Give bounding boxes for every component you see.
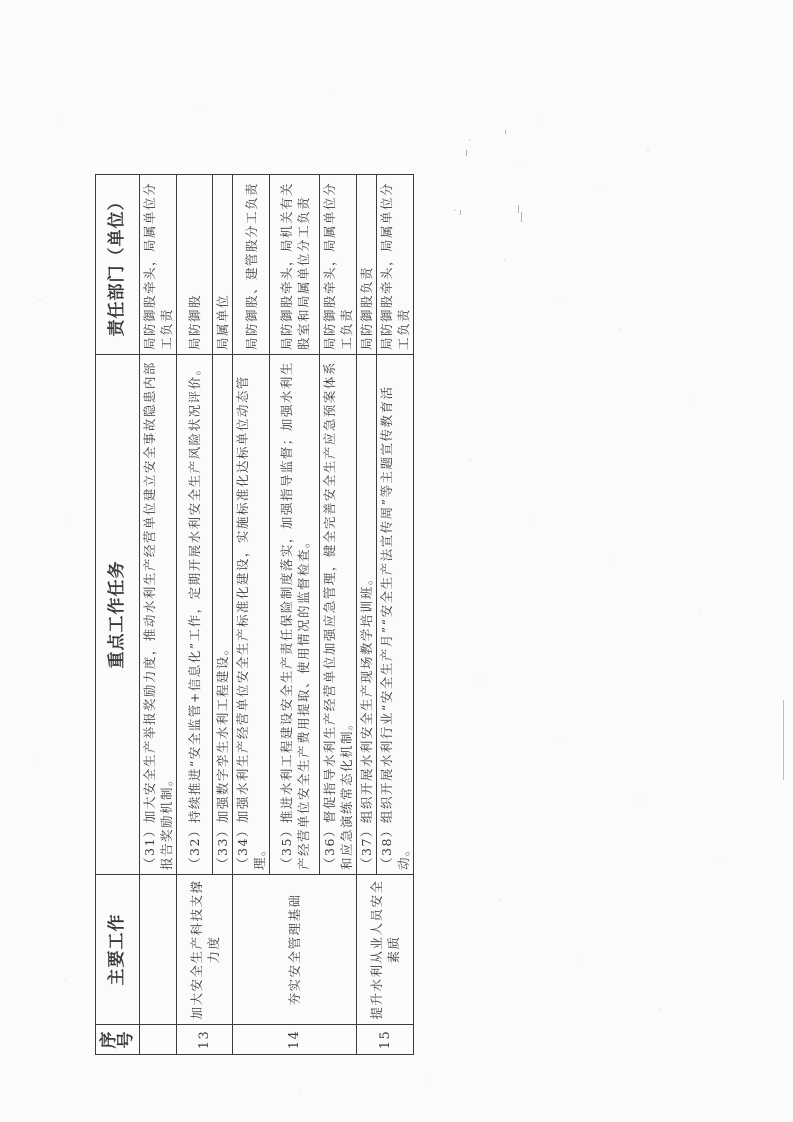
work-task-table [95, 174, 414, 1055]
row-no-cell [140, 1025, 177, 1055]
task-cell: （32）持续推进“安全监管+信息化”工作，定期开展水利安全生产风险状况评价。 [177, 355, 213, 875]
table-row [177, 175, 213, 1055]
row-no-cell: 15 [357, 1025, 414, 1055]
header-no: 序号 [96, 1025, 140, 1055]
task-cell: （36）督促指导水利生产经营单位加强应急管理，健全完善安全生产应急预案体系和应急演练常态化机制。 [320, 355, 357, 875]
dept-cell: 局防御股牵头，局机关有关股室和局属单位分工负责 [270, 175, 320, 355]
dept-cell: 局属单位 [213, 175, 233, 355]
header-main-work: 主要工作 [96, 875, 140, 1025]
scan-edge-line [783, 700, 784, 780]
task-cell: （34）加强水利生产经营单位安全生产标准化建设，实施标准化达标单位动态管理。 [233, 355, 270, 875]
header-responsible: 责任部门（单位） [96, 175, 140, 355]
dept-cell: 局防御股牵头，局属单位分工负责 [377, 175, 414, 355]
task-cell: （37）组织开展水利安全生产现场教学培训班。 [357, 355, 377, 875]
dept-cell: 局防御股牵头，局属单位分工负责 [320, 175, 357, 355]
main-work-cell: 夯实安全管理基础 [233, 875, 357, 1025]
table-header-row [96, 175, 140, 1055]
dept-cell: 局防御股 [177, 175, 213, 355]
task-cell: （35）推进水利工程建设安全生产责任保险制度落实，加强指导监督；加强水利生产经营单位安全生产费用提取、使用情况的监督检查。 [270, 355, 320, 875]
dept-cell: 局防御股负责 [357, 175, 377, 355]
dept-cell: 局防御股牵头，局属单位分工负责 [140, 175, 177, 355]
main-work-cell: 提升水利从业人员安全素质 [357, 875, 414, 1025]
main-work-cell: 加大安全生产科技支撑力度 [177, 875, 233, 1025]
main-work-cell [140, 875, 177, 1025]
row-no-cell: 14 [233, 1025, 357, 1055]
table-row [140, 175, 177, 1055]
task-cell: （31）加大安全生产举报奖励力度，推动水利生产经营单位建立安全事故隐患内部报告奖励机制。 [140, 355, 177, 875]
row-no-cell: 13 [177, 1025, 233, 1055]
table-row [357, 175, 377, 1055]
task-cell: （38）组织开展水利行业“安全生产月”“安全生产法宣传周”等主题宣传教育活动。 [377, 355, 414, 875]
dept-cell: 局防御股、建管股分工负责 [233, 175, 270, 355]
task-cell: （33）加强数字孪生水利工程建设。 [213, 355, 233, 875]
table-row [233, 175, 270, 1055]
header-key-tasks: 重点工作任务 [96, 355, 140, 875]
rotated-table-page [95, 175, 411, 1055]
